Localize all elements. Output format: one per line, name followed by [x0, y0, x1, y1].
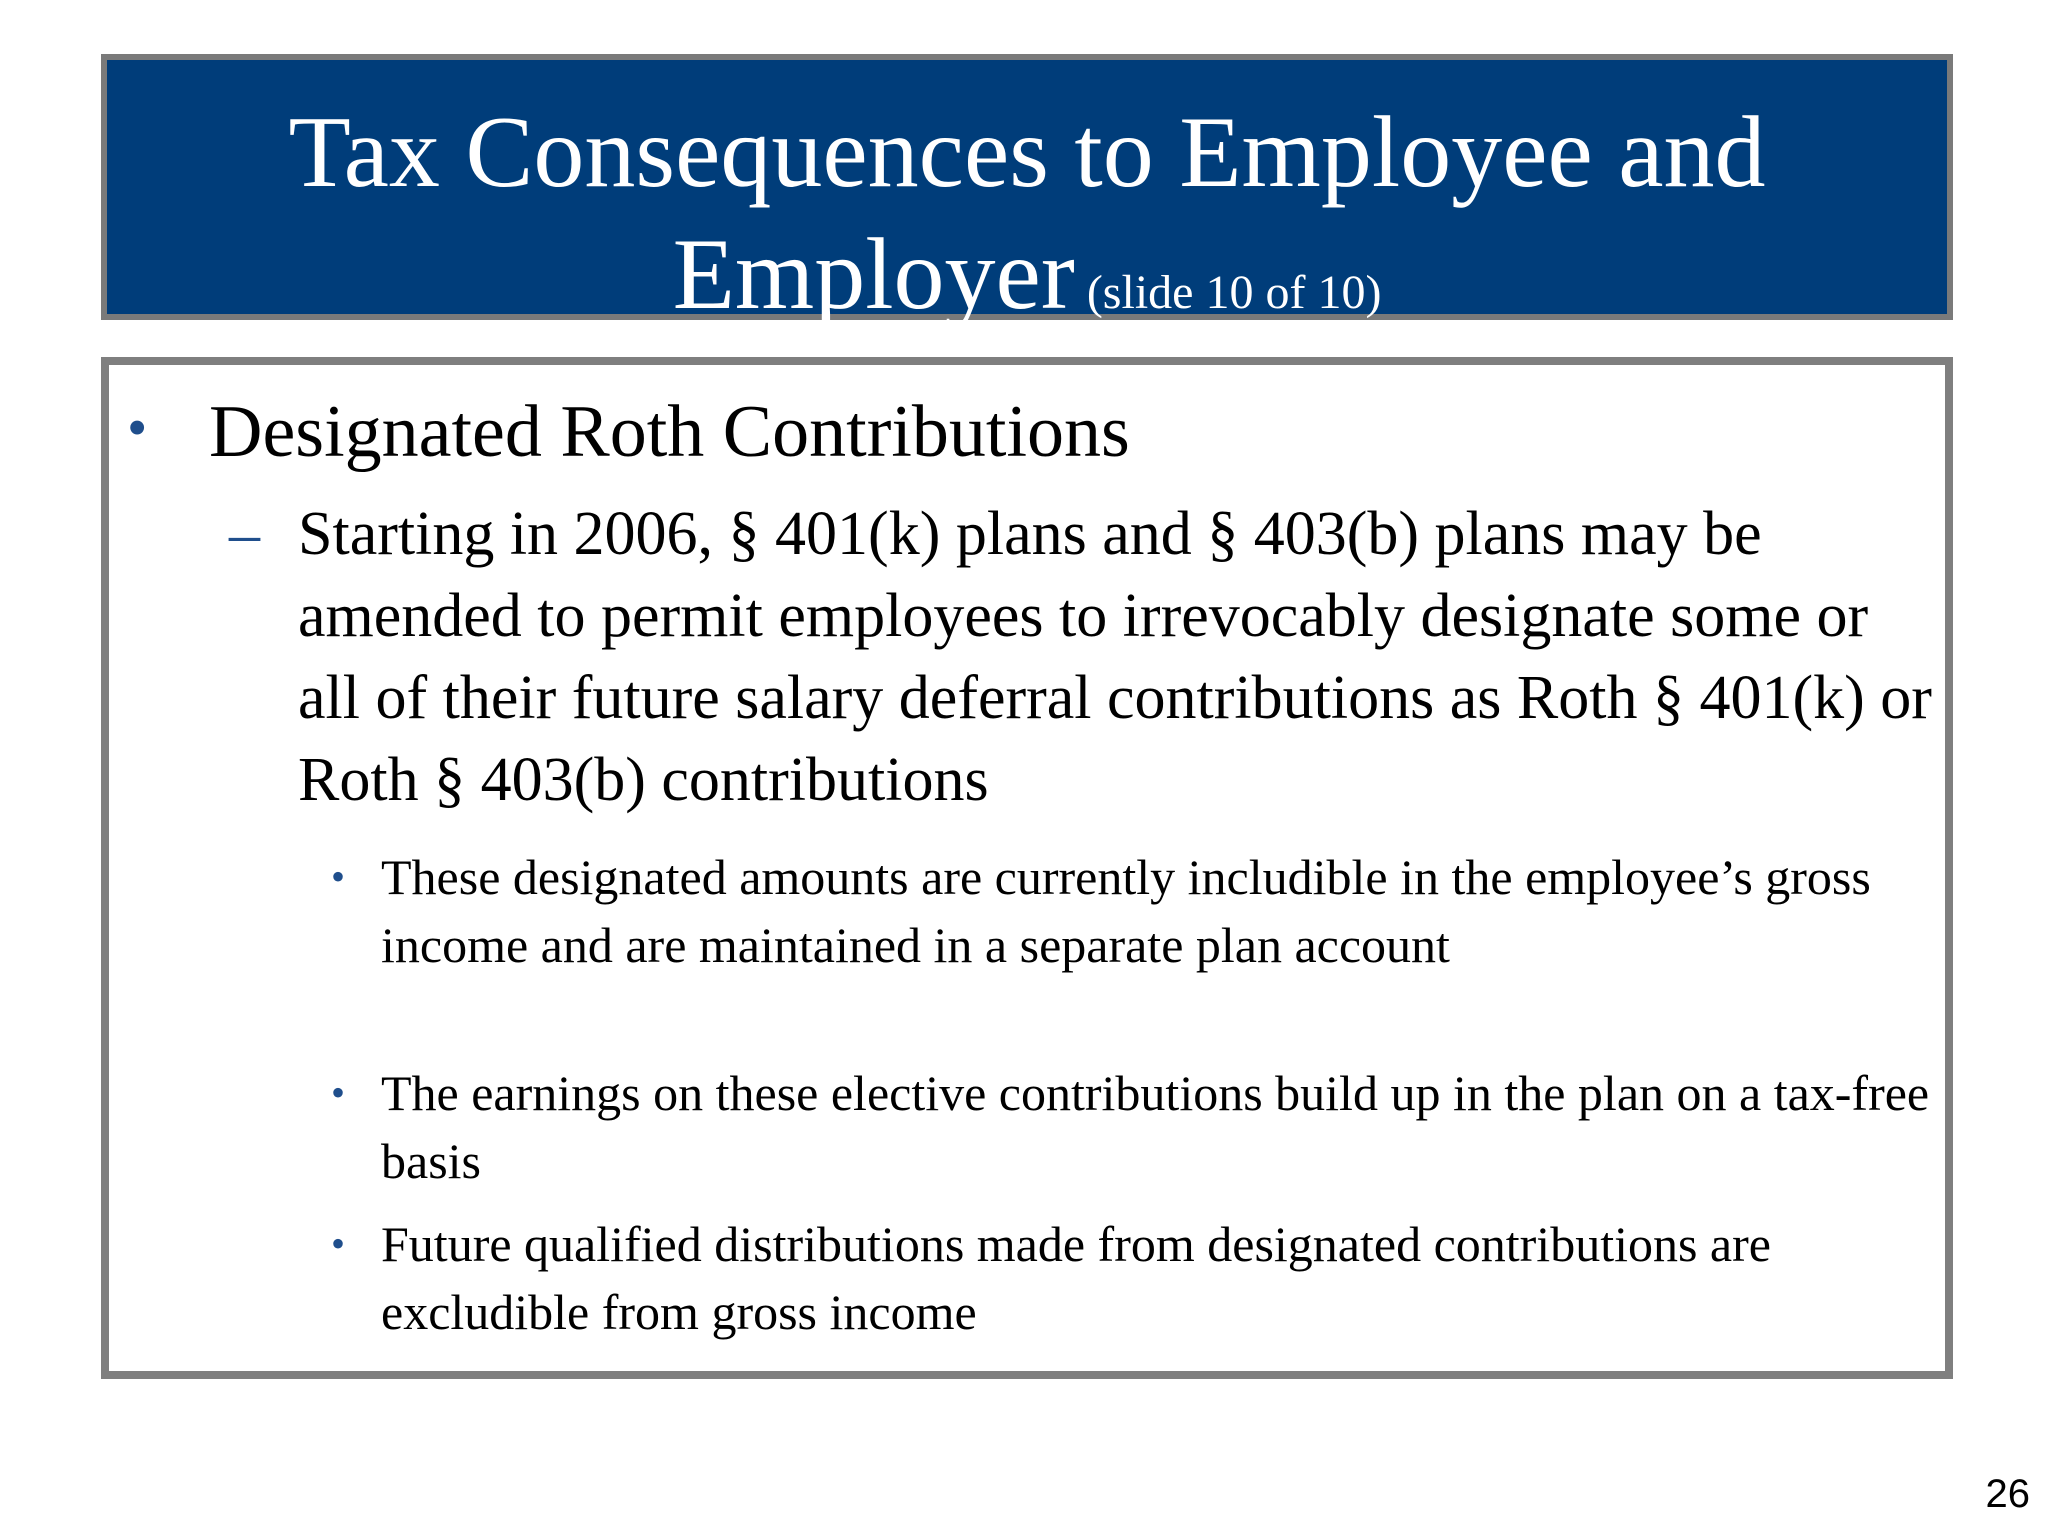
- bullet-icon: •: [331, 854, 346, 899]
- sub-sub-bullet-distributions: Future qualified distributions made from designated contributions are excludible from gross income: [381, 1216, 1771, 1340]
- dash-icon: –: [229, 500, 260, 568]
- sub-bullet-starting-2006: Starting in 2006, § 401(k) plans and § 403(b) plans may be amended to permit employees to irrevocably designate some or all of their future salary deferral contributions as Roth § 401(k) or Roth § 403(b) contributions: [298, 500, 1932, 814]
- bullet-icon: •: [331, 1070, 346, 1115]
- slide-counter: (slide 10 of 10): [1086, 266, 1382, 319]
- sub-sub-bullet-earnings: The earnings on these elective contributions build up in the plan on a tax-free basis: [381, 1065, 1930, 1189]
- sub-sub-bullet-includible: These designated amounts are currently includible in the employee’s gross income and are maintained in a separate plan account: [381, 849, 1871, 973]
- page-number: 26: [1985, 1472, 2030, 1516]
- bullet-icon: •: [331, 1221, 346, 1266]
- slide-title-line-1: Tax Consequences to Employee and: [288, 96, 1766, 209]
- slide-content-box: [101, 357, 1953, 1379]
- slide-title-line-2: [107, 216, 1947, 352]
- bullet-icon: •: [127, 395, 148, 460]
- bullet-designated-roth: Designated Roth Contributions: [209, 391, 1130, 473]
- slide-title-main: Employer: [672, 218, 1075, 331]
- slide-title-banner: [101, 54, 1953, 331]
